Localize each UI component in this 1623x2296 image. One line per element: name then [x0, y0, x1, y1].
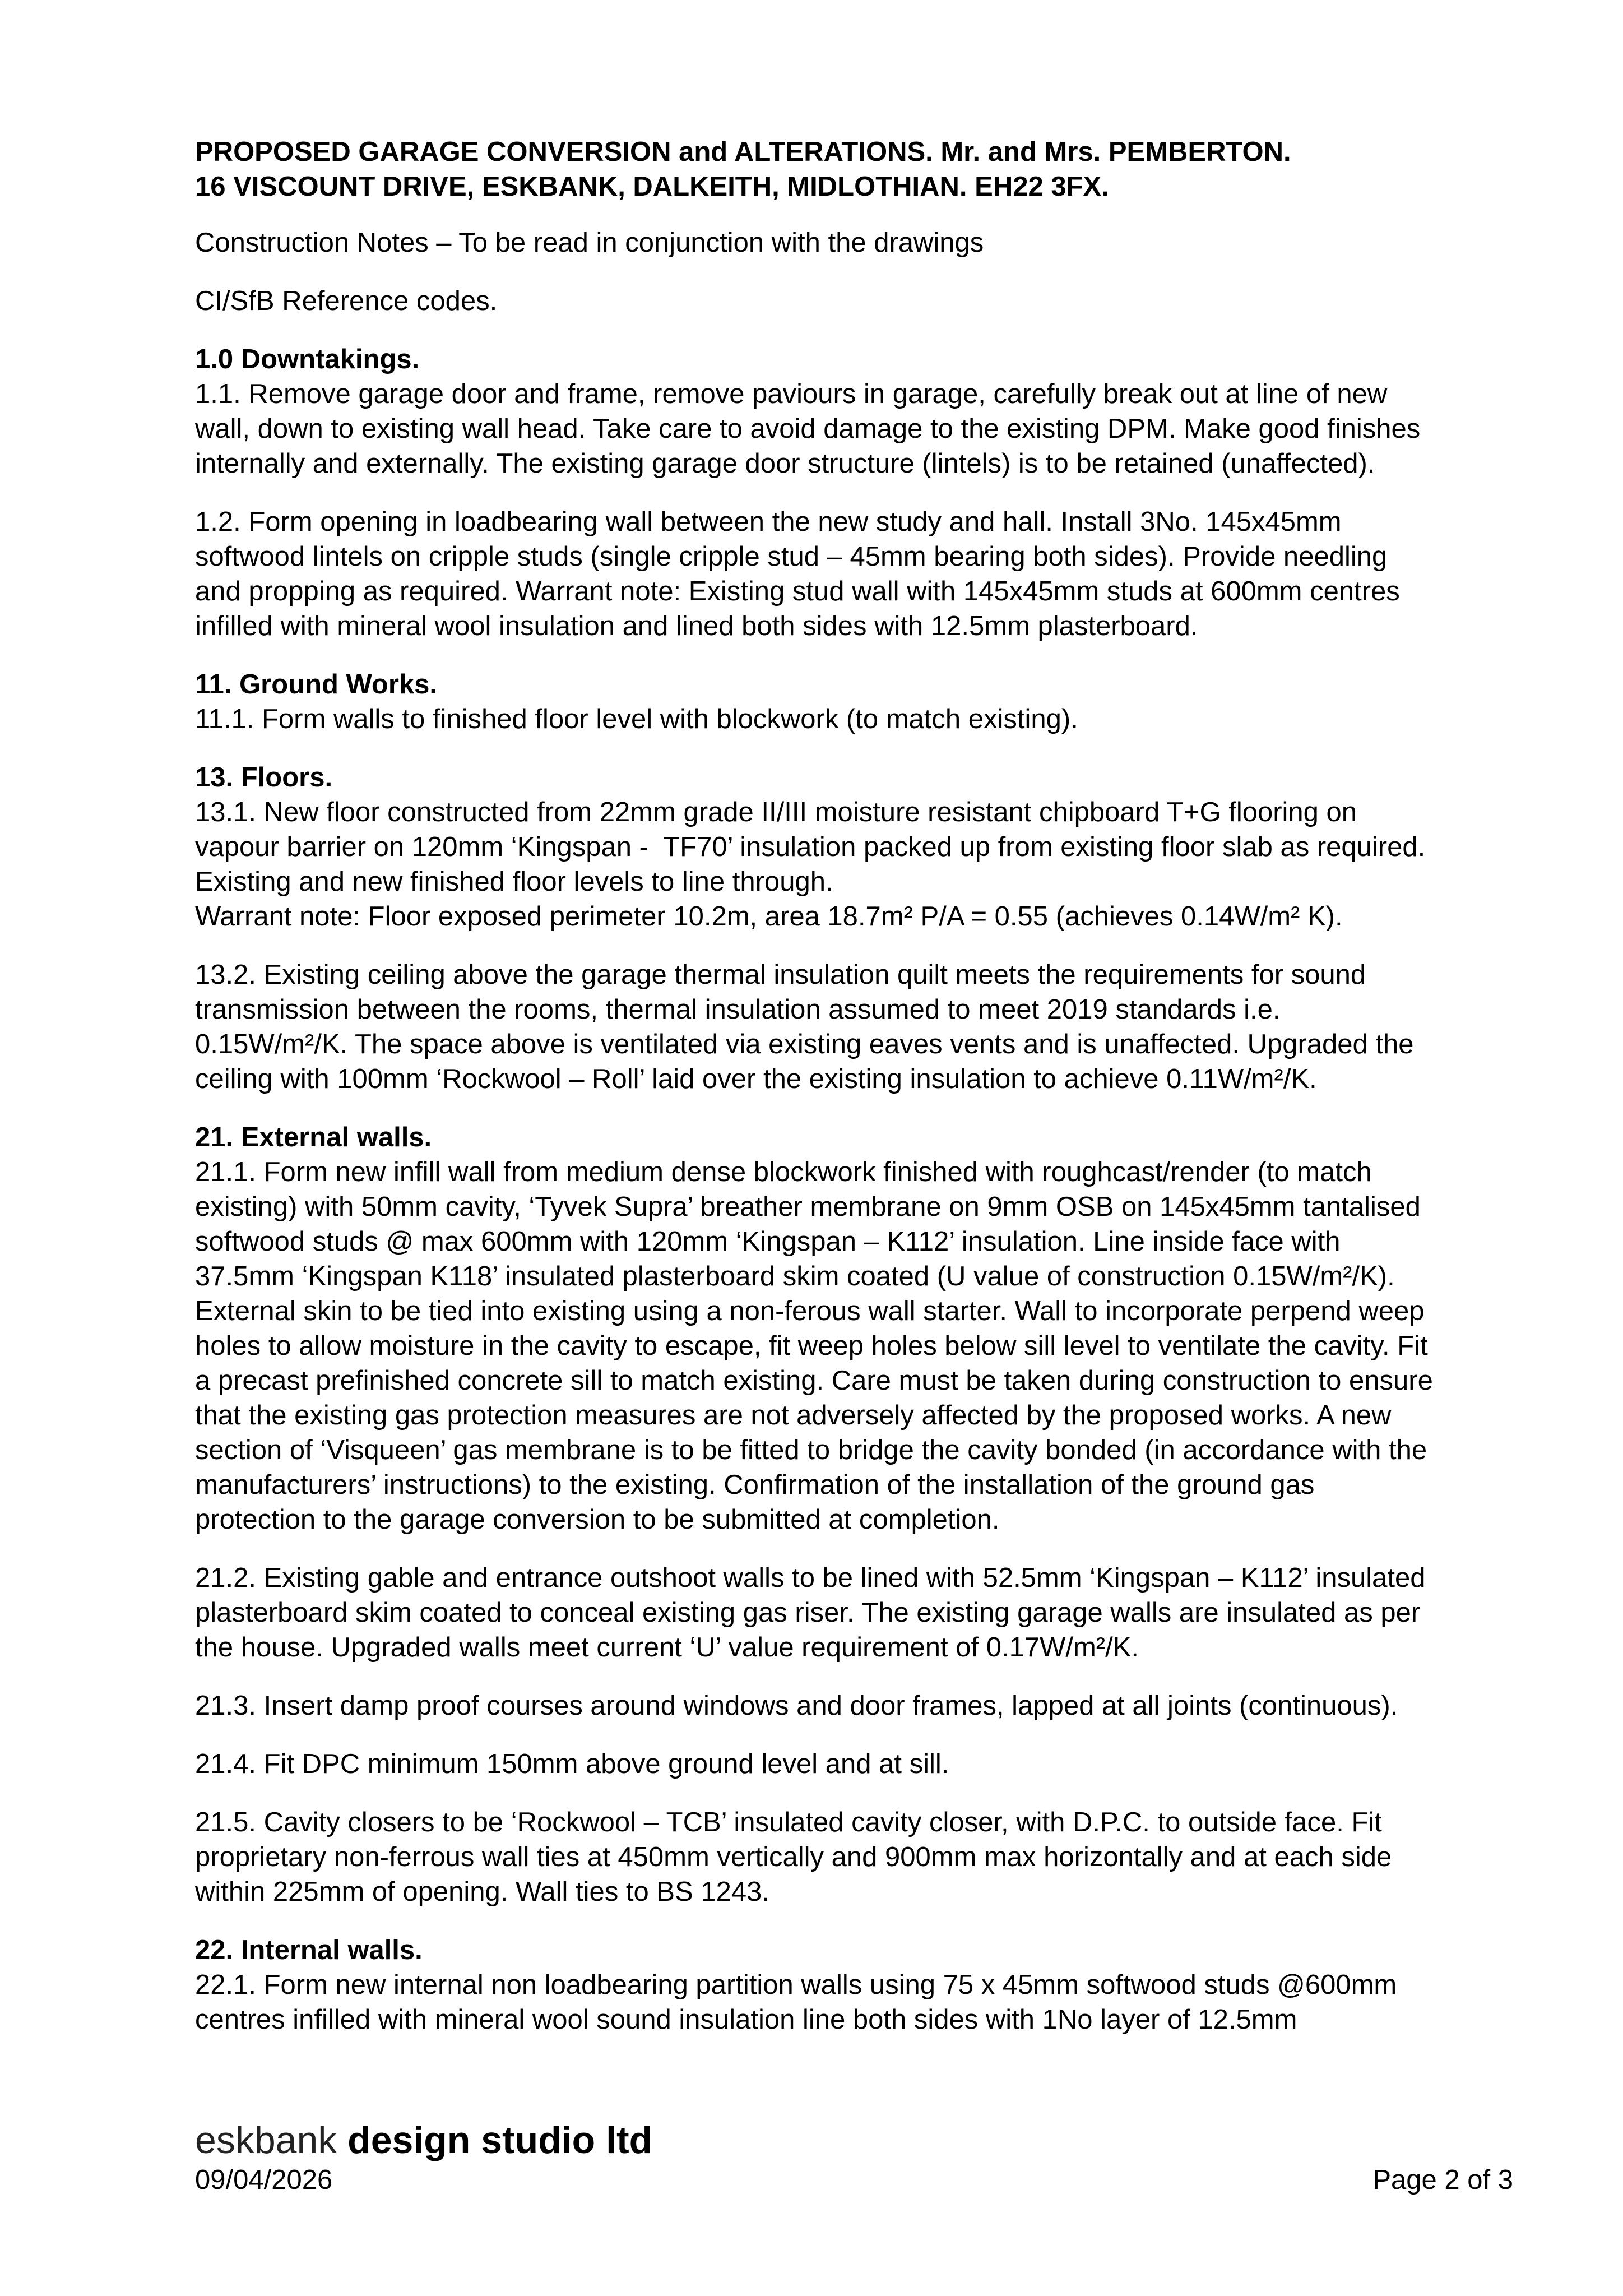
paragraph: [195, 1688, 1574, 1723]
section: [195, 1120, 1574, 1909]
text-line: 13.2. Existing ceiling above the garage thermal insulation quilt meets the requirements for sound: [195, 960, 1366, 990]
text-line: infilled with mineral wool insulation and lined both sides with 12.5mm plasterboard.: [195, 611, 1198, 641]
text-line: 21.4. Fit DPC minimum 150mm above ground level and at sill.: [195, 1749, 949, 1779]
page-footer: [195, 2118, 1513, 2197]
text-line: softwood studs @ max 600mm with 120mm ‘Kingspan – K112’ insulation. Line inside face with: [195, 1226, 1341, 1257]
text-line: ceiling with 100mm ‘Rockwool – Roll’ laid over the existing insulation to achieve 0.11W/m²/K.: [195, 1064, 1317, 1094]
text-line: proprietary non-ferrous wall ties at 450mm vertically and 900mm max horizontally and at each side: [195, 1842, 1392, 1872]
brand-bold-text: design studio ltd: [347, 2119, 653, 2161]
text-line: manufacturers’ instructions) to the existing. Confirmation of the installation of the ground gas: [195, 1470, 1315, 1500]
section-heading: 21. External walls.: [195, 1122, 432, 1152]
intro-line: Construction Notes – To be read in conjunction with the drawings: [195, 228, 984, 258]
section-heading: 11. Ground Works.: [195, 669, 438, 700]
text-line: 21.5. Cavity closers to be ‘Rockwool – TCB’ insulated cavity closer, with D.P.C. to outside face. Fit: [195, 1807, 1382, 1837]
paragraph: [195, 1805, 1574, 1909]
title-line: PROPOSED GARAGE CONVERSION and ALTERATIONS. Mr. and Mrs. PEMBERTON.: [195, 137, 1291, 167]
text-line: 21.1. Form new infill wall from medium dense blockwork finished with roughcast/render (to match: [195, 1157, 1372, 1187]
text-line: 0.15W/m²/K. The space above is ventilated via existing eaves vents and is unaffected. Upgraded the: [195, 1029, 1414, 1059]
text-line: Existing and new finished floor levels to line through.: [195, 867, 833, 897]
text-line: 1.2. Form opening in loadbearing wall between the new study and hall. Install 3No. 145x45mm: [195, 507, 1342, 537]
paragraph: [195, 1155, 1574, 1537]
paragraph: [195, 702, 1574, 737]
sections-container: [195, 342, 1574, 2037]
text-line: and propping as required. Warrant note: Existing stud wall with 145x45mm studs at 600mm centres: [195, 576, 1400, 607]
document-body: [195, 135, 1574, 2061]
paragraph: [195, 1561, 1574, 1665]
text-line: transmission between the rooms, thermal insulation assumed to meet 2019 standards i.e.: [195, 994, 1281, 1025]
page-number: Page 2 of 3: [1372, 2165, 1513, 2195]
section-heading: 1.0 Downtakings.: [195, 344, 420, 374]
paragraph: [195, 795, 1574, 934]
text-line: 1.1. Remove garage door and frame, remove paviours in garage, carefully break out at line of new: [195, 379, 1388, 409]
text-line: centres infilled with mineral wool sound insulation line both sides with 1No layer of 12.5mm: [195, 2005, 1297, 2035]
footer-date: 09/04/2026: [195, 2165, 333, 2195]
footer-row: [195, 2163, 1513, 2197]
intro-line: CI/SfB Reference codes.: [195, 286, 498, 316]
section-heading: 13. Floors.: [195, 762, 333, 793]
text-line: 21.2. Existing gable and entrance outshoot walls to be lined with 52.5mm ‘Kingspan – K112’ insulated: [195, 1563, 1426, 1593]
section: [195, 1933, 1574, 2037]
section: [195, 342, 1574, 644]
text-line: within 225mm of opening. Wall ties to BS 1243.: [195, 1877, 770, 1907]
text-line: section of ‘Visqueen’ gas membrane is to be fitted to bridge the cavity bonded (in accordance with the: [195, 1435, 1427, 1465]
section-heading: 22. Internal walls.: [195, 1935, 423, 1965]
company-brand: [195, 2118, 1513, 2163]
text-line: plasterboard skim coated to conceal existing gas riser. The existing garage walls are insulated as per: [195, 1598, 1421, 1628]
text-line: that the existing gas protection measures are not adversely affected by the proposed works. A new: [195, 1400, 1392, 1431]
brand-light-text: eskbank: [195, 2119, 348, 2161]
text-line: 21.3. Insert damp proof courses around windows and door frames, lapped at all joints (continuous).: [195, 1691, 1398, 1721]
text-line: 13.1. New floor constructed from 22mm grade II/III moisture resistant chipboard T+G flooring on: [195, 797, 1357, 827]
paragraph: [195, 1747, 1574, 1781]
text-line: protection to the garage conversion to be submitted at completion.: [195, 1505, 1000, 1535]
text-line: wall, down to existing wall head. Take care to avoid damage to the existing DPM. Make good finishes: [195, 414, 1421, 444]
text-line: 11.1. Form walls to finished floor level with blockwork (to match existing).: [195, 704, 1078, 734]
paragraph: [195, 504, 1574, 644]
paragraph: [195, 1968, 1574, 2037]
text-line: External skin to be tied into existing using a non-ferous wall starter. Wall to incorporate perpend weep: [195, 1296, 1425, 1326]
text-line: existing) with 50mm cavity, ‘Tyvek Supra’ breather membrane on 9mm OSB on 145x45mm tantalised: [195, 1192, 1421, 1222]
text-line: 22.1. Form new internal non loadbearing partition walls using 75 x 45mm softwood studs @600mm: [195, 1970, 1397, 2000]
text-line: 37.5mm ‘Kingspan K118’ insulated plasterboard skim coated (U value of construction 0.15W/m²/K).: [195, 1261, 1395, 1292]
section: [195, 667, 1574, 737]
section: [195, 760, 1574, 1096]
text-line: Warrant note: Floor exposed perimeter 10.2m, area 18.7m² P/A = 0.55 (achieves 0.14W/m² K).: [195, 901, 1343, 932]
paragraph: [195, 957, 1574, 1096]
text-line: a precast prefinished concrete sill to match existing. Care must be taken during construction to ensure: [195, 1365, 1433, 1396]
title-line: 16 VISCOUNT DRIVE, ESKBANK, DALKEITH, MIDLOTHIAN. EH22 3FX.: [195, 172, 1109, 202]
text-line: the house. Upgraded walls meet current ‘U’ value requirement of 0.17W/m²/K.: [195, 1632, 1139, 1663]
paragraph: [195, 377, 1574, 481]
text-line: internally and externally. The existing garage door structure (lintels) is to be retained (unaffected).: [195, 448, 1375, 479]
text-line: vapour barrier on 120mm ‘Kingspan - TF70’ insulation packed up from existing floor slab as required.: [195, 832, 1426, 862]
text-line: holes to allow moisture in the cavity to escape, fit weep holes below sill level to ventilate the cavity. Fit: [195, 1331, 1428, 1361]
document-title: [195, 135, 1574, 204]
text-line: softwood lintels on cripple studs (single cripple stud – 45mm bearing both sides). Provide needling: [195, 541, 1388, 572]
